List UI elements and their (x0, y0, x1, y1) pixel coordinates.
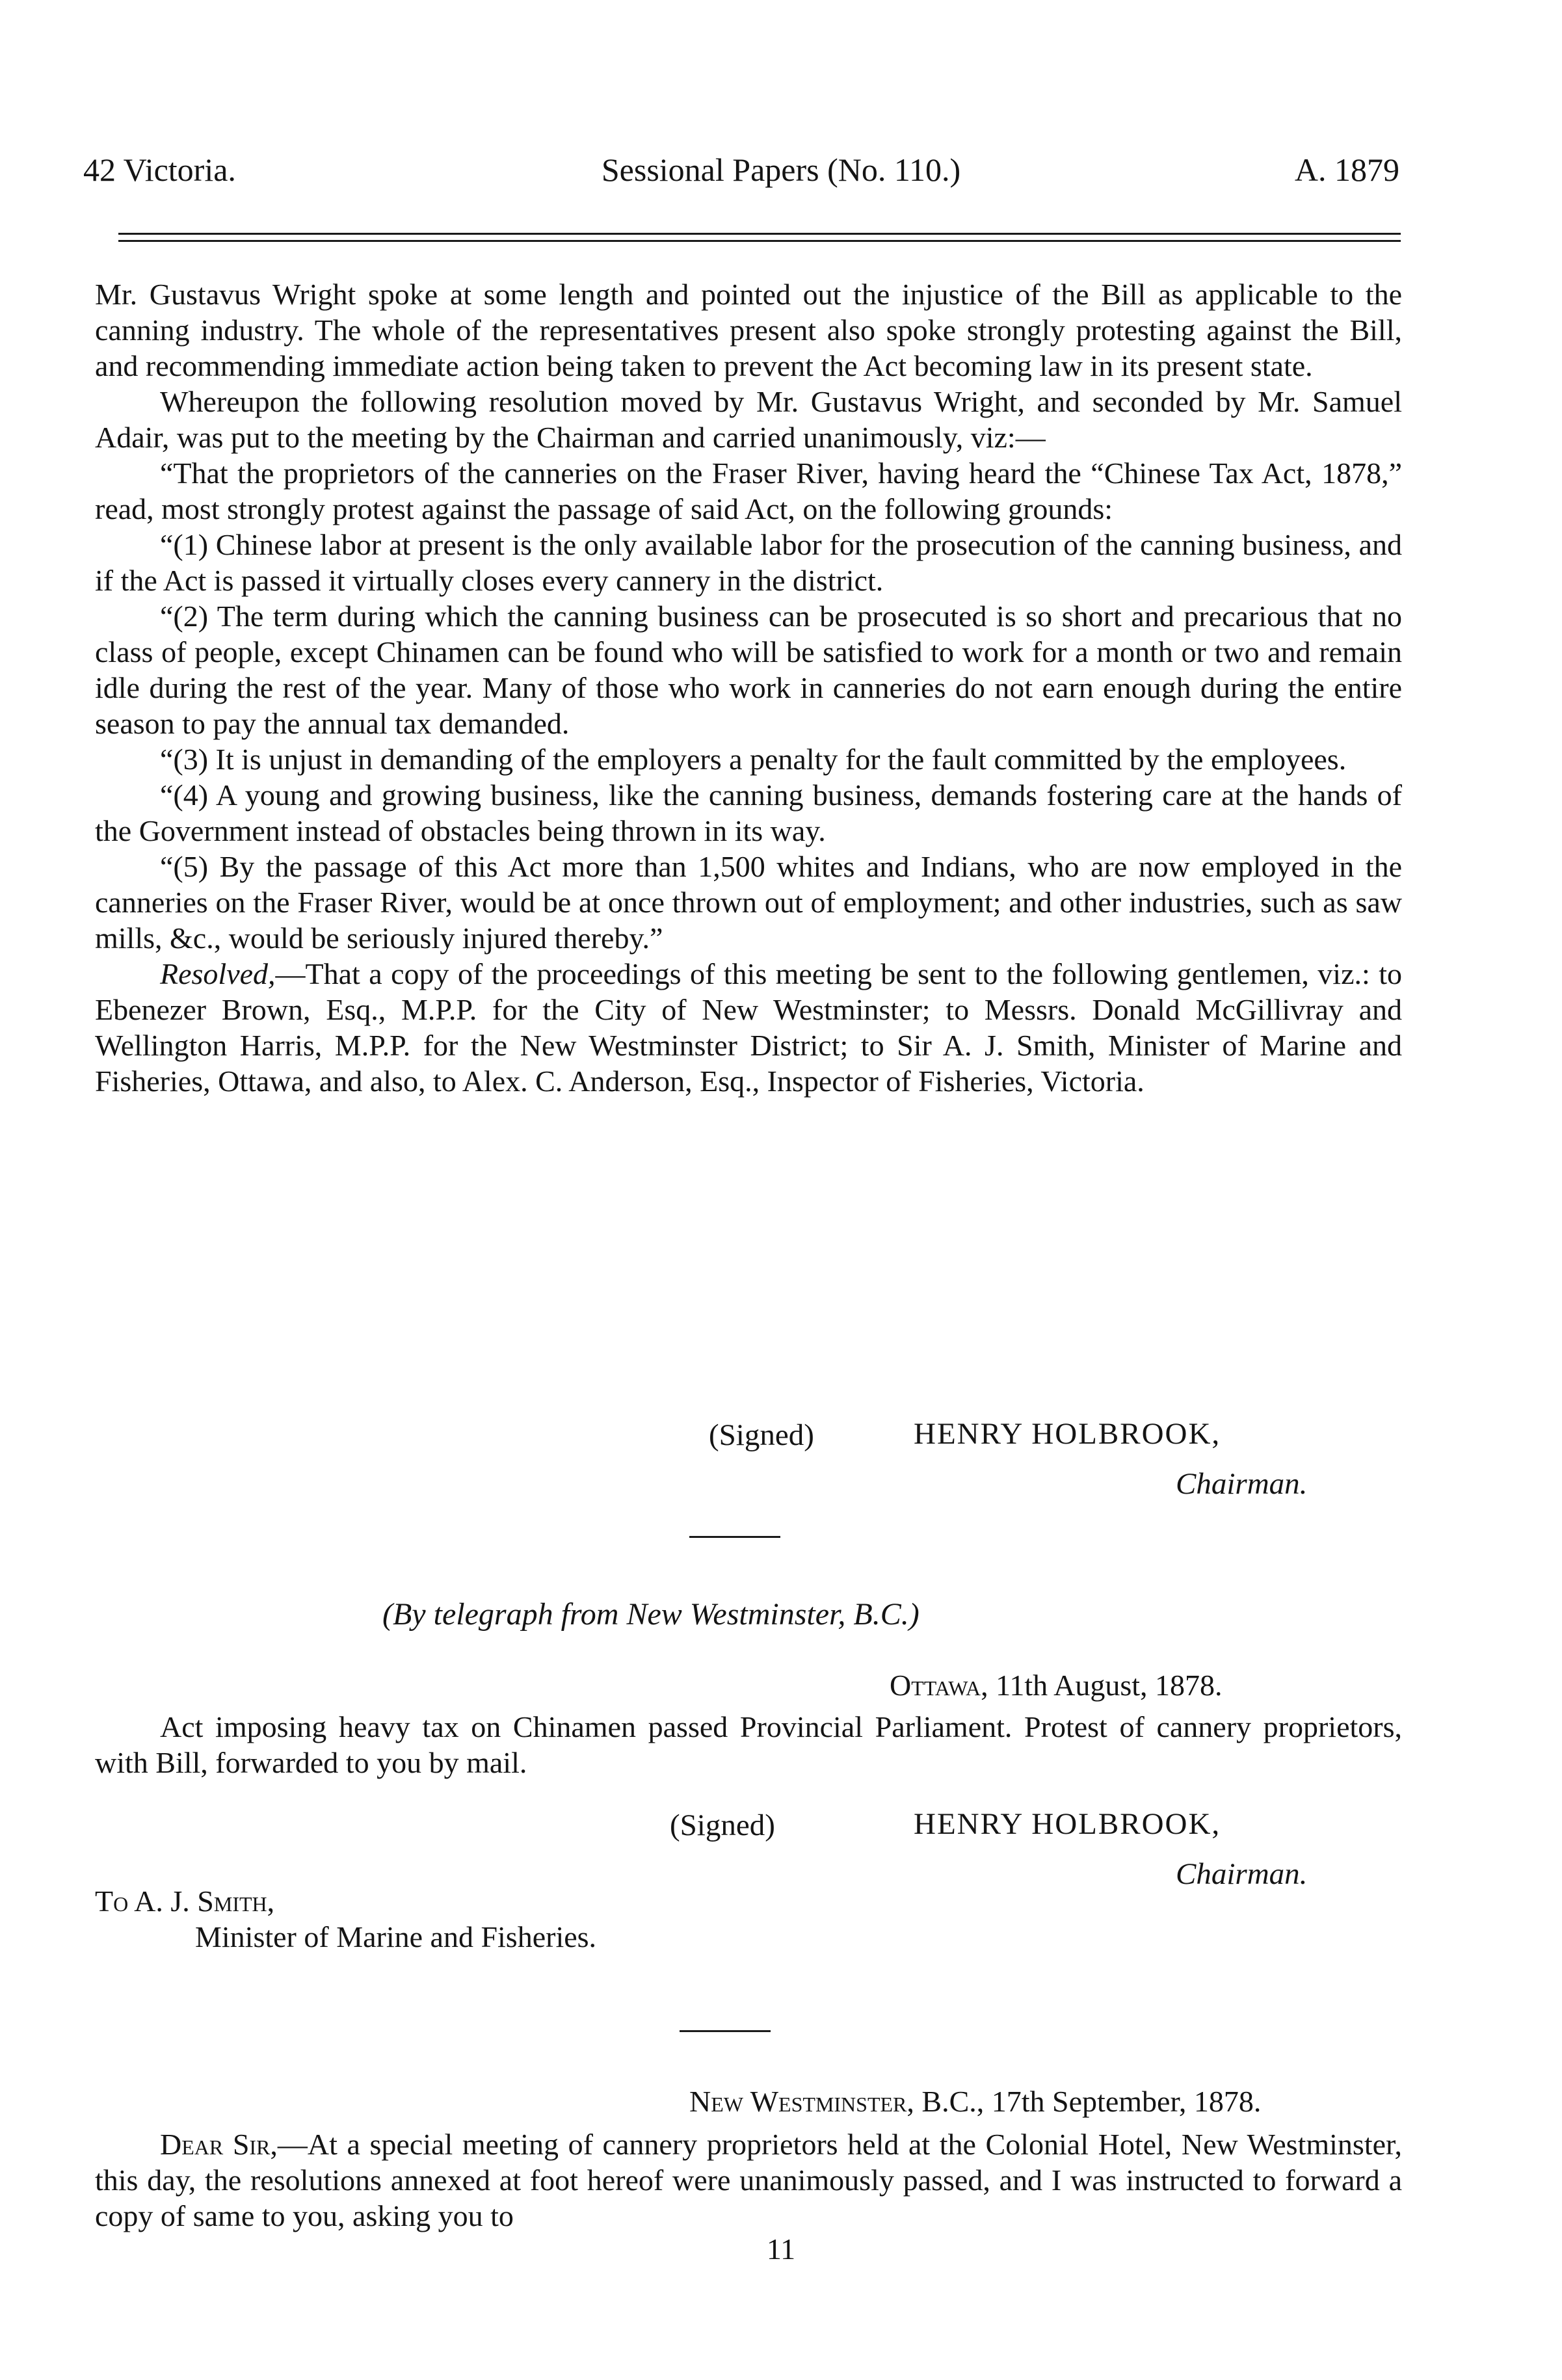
signer-name-2: HENRY HOLBROOK, (914, 1807, 1221, 1841)
resolution-preamble: “That the proprietors of the canneries on the Fraser River, having heard the “Chinese Tax Act, 1878,” read, most strongly protest against the passage of said Act, on the following grounds: (95, 456, 1402, 525)
resolution-ground-1: “(1) Chinese labor at present is the only available labor for the prosecution of the canning business, and if the Act is passed it virtually closes every cannery in the district. (95, 528, 1402, 597)
resolution-ground-4: “(4) A young and growing business, like the canning business, demands fostering care at the hands of the Government instead of obstacles being thrown in its way. (95, 778, 1402, 847)
letter-place: New Westminster, (689, 2085, 914, 2118)
telegram-text: Act imposing heavy tax on Chinamen passed Provincial Parliament. Protest of cannery proprietors, with Bill, forwarded to you by mail. (95, 1710, 1402, 1779)
header-double-rule (118, 233, 1401, 242)
letter-body (95, 2126, 1402, 2234)
header-title: Sessional Papers (No. 110.) (601, 152, 961, 188)
letter-text: —At a special meeting of cannery proprietors held at the Colonial Hotel, New Westminster, this day, the resolutions annexed at foot hereof were unanimously passed, and I was instructed to forward a copy of same to you, asking you to (95, 2128, 1402, 2232)
paragraph-whereupon: Whereupon the following resolution moved by Mr. Gustavus Wright, and seconded by Mr. Samuel Adair, was put to the meeting by the Chairman and carried unanimously, viz:— (95, 385, 1402, 454)
signer-name-1: HENRY HOLBROOK, (914, 1417, 1221, 1451)
telegram-date: 11th August, 1878. (996, 1669, 1223, 1702)
resolution-ground-5: “(5) By the passage of this Act more than 1,500 whites and Indians, who are now employed in the canneries on the Fraser River, would be at once thrown out of employment; and other industries, such as saw mills, &c., would be seriously injured thereby.” (95, 850, 1402, 955)
signed-label-1: (Signed) (709, 1418, 814, 1452)
page-number: 11 (766, 2232, 796, 2266)
page-header (0, 151, 1562, 196)
meeting-minutes (95, 276, 1402, 1099)
letter-date: B.C., 17th September, 1878. (921, 2085, 1262, 2118)
telegram-dateline (890, 1668, 1223, 1702)
signed-label-2: (Signed) (670, 1808, 775, 1842)
section-divider-2 (680, 2030, 771, 2032)
resolved-text: —That a copy of the proceedings of this meeting be sent to the following gentlemen, viz.: to Ebenezer Brown, Esq., M.P.P. for the City of New Westminster; to Messrs. Donald McGillivray and Wellington Harris, M.P.P. for the New Westminster District; to Sir A. J. Smith, Minister of Marine and Fisheries, Ottawa, and also, to Alex. C. Anderson, Esq., Inspector of Fisheries, Victoria. (95, 957, 1402, 1098)
signer-title-1: Chairman. (1176, 1467, 1308, 1501)
telegram-heading: (By telegraph from New Westminster, B.C.) (382, 1597, 920, 1632)
letter-salutation: Dear Sir, (160, 2128, 278, 2161)
resolved-label: Resolved, (160, 957, 276, 990)
header-session: 42 Victoria. (83, 152, 236, 188)
section-divider-1 (689, 1536, 780, 1538)
paragraph-resolved (95, 956, 1402, 1099)
resolution-ground-2: “(2) The term during which the canning business can be prosecuted is so short and precarious that no class of people, except Chinamen can be found who will be satisfied to work for a month or two and remain idle during the rest of the year. Many of those who work in canneries do not earn enough during the entire season to pay the annual tax demanded. (95, 600, 1402, 740)
signer-title-2: Chairman. (1176, 1857, 1308, 1891)
letter-dateline (689, 2084, 1261, 2119)
recipient-line (95, 1884, 274, 1918)
recipient-name: To A. J. Smith, (95, 1884, 275, 1918)
paragraph-discussion: Mr. Gustavus Wright spoke at some length and pointed out the injustice of the Bill as applicable to the canning industry. The whole of the representatives present also spoke strongly protesting against the Bill, and recommending immediate action being taken to prevent the Act becoming law in its present state. (95, 278, 1402, 382)
recipient-title: Minister of Marine and Fisheries. (195, 1920, 597, 1953)
header-year: A. 1879 (1294, 152, 1399, 188)
telegram-place: Ottawa, (890, 1669, 988, 1702)
resolution-ground-3: “(3) It is unjust in demanding of the employers a penalty for the fault committed by the employees. (160, 743, 1347, 776)
